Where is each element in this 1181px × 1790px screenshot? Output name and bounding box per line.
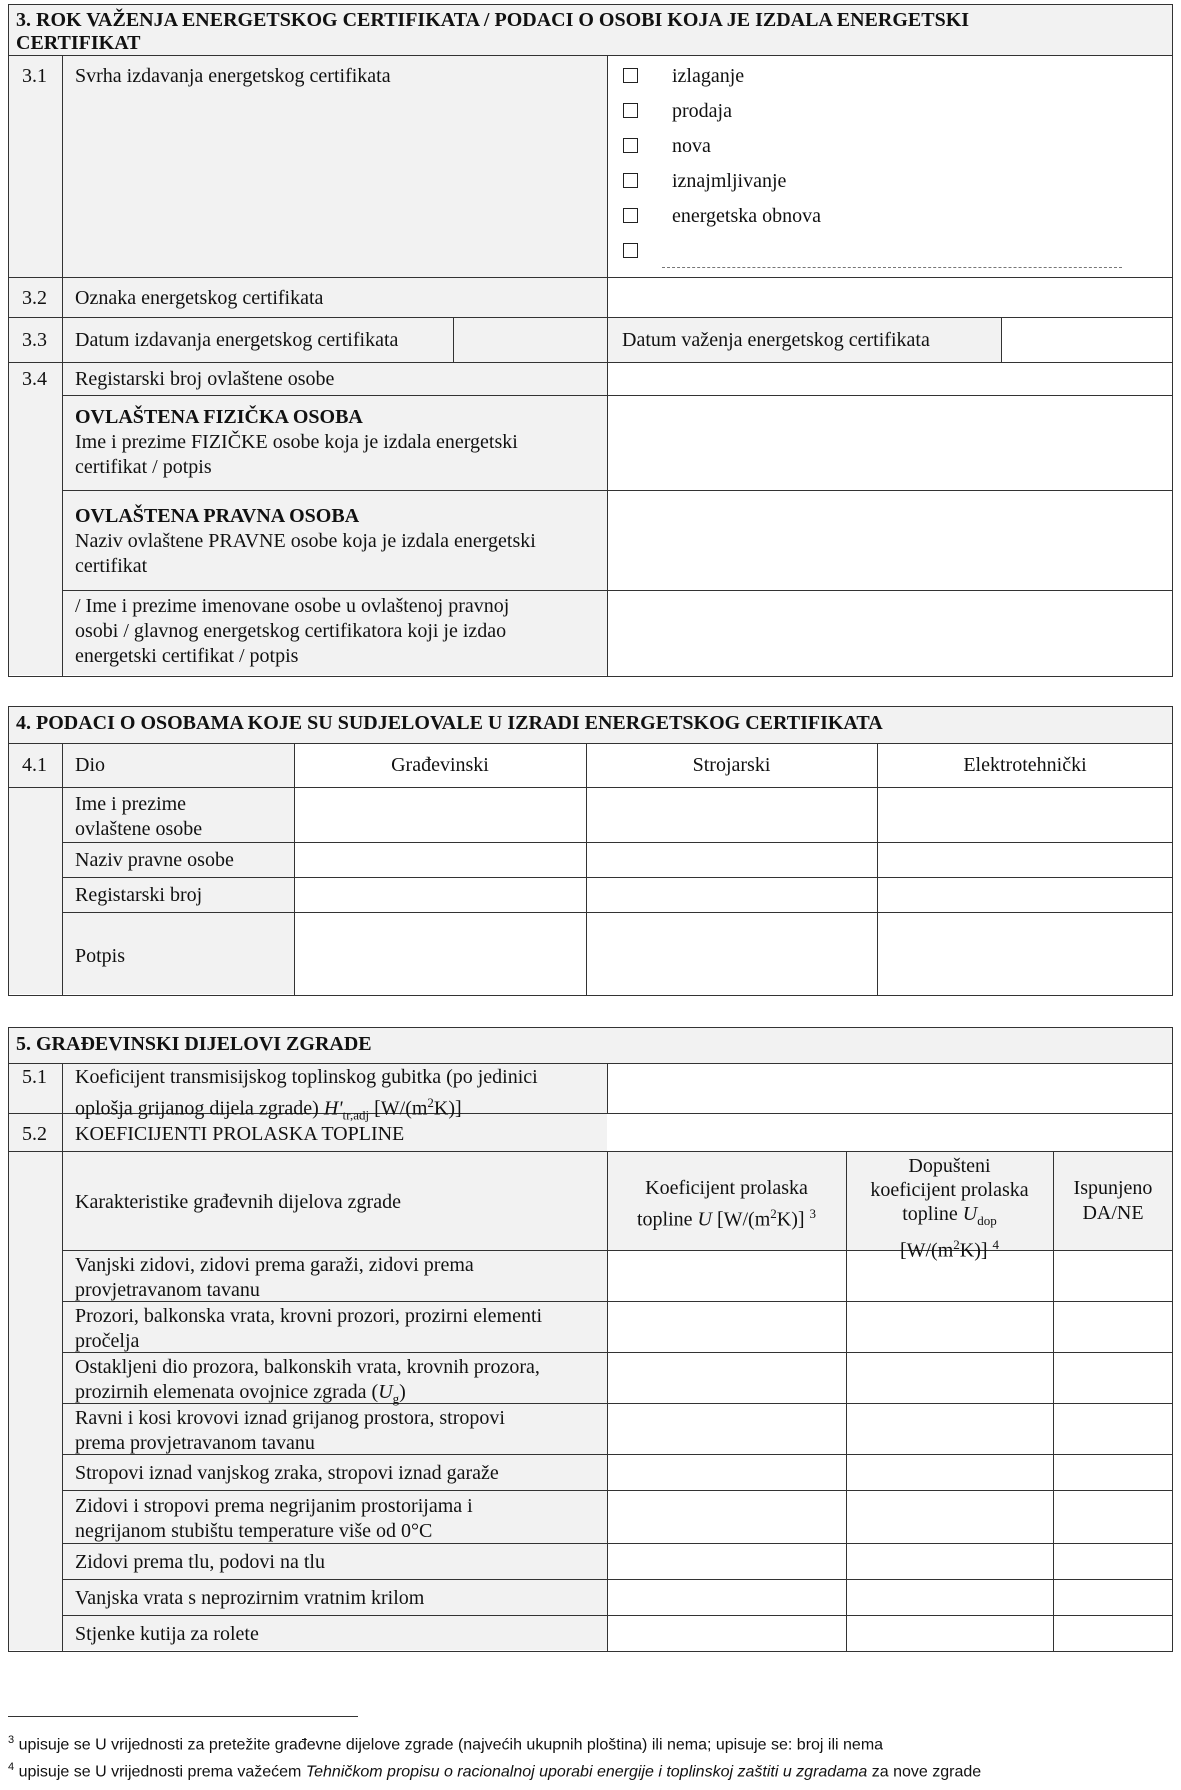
header-ispunjeno [1053,1176,1173,1226]
footnote-4-number: 4 [8,1761,15,1773]
row-5-2-number: 5.2 [22,1123,47,1145]
footnote-separator [8,1716,358,1717]
row-3-2-number: 3.2 [22,287,47,309]
header-dop-line [846,1202,1053,1233]
row-naziv-pravne-osobe: Naziv pravne osobe [75,849,234,871]
section-4-title: 4. PODACI O OSOBAMA KOJE SU SUDJELOVALE U IZRADI ENERGETSKOG CERTIFIKATA [16,712,883,734]
item-ostakljeni: Ostakljeni dio prozora, balkonskih vrata, krovnih prozora, [75,1356,540,1378]
header-dopusteni-u [846,1154,1053,1263]
footnote-4-text: upisuje se U vrijednosti prema važećem [18,1763,306,1781]
checkbox-iznajmljivanje[interactable] [623,173,638,188]
header-dop-unit: [W/(m [899,1239,954,1262]
header-dop-text: topline [902,1203,963,1225]
row-3-4-number: 3.4 [22,368,47,390]
footnote-ref-3: 3 [809,1206,817,1221]
header-u-var: U [697,1208,712,1231]
row-3-4-label: Registarski broj ovlaštene osobe [75,368,335,390]
header-u-line [607,1201,846,1233]
row-5-1-sub: tr,adj [342,1107,370,1123]
header-u-text: topline [636,1208,698,1231]
footnote-3 [8,1734,883,1754]
header-u-sup: 2 [770,1206,777,1221]
item-vanjski-zidovi-cont: provjetravanom tavanu [75,1279,260,1301]
pravna-osoba-text: Naziv ovlaštene PRAVNE osobe koja je izdala energetski [75,530,536,552]
header-dop-line: Dopušteni [908,1155,991,1177]
row-registarski-broj: Registarski broj [75,884,203,906]
item-zidovi-negrijani: Zidovi i stropovi prema negrijanim prostorijama i [75,1495,473,1517]
header-dop-unit-end: K)] [959,1239,988,1262]
row-5-1-text: oplošja grijanog dijela zgrade) [75,1097,324,1120]
row-5-1-number: 5.1 [22,1066,47,1088]
item-ostakljeni-sub: g [392,1391,400,1406]
option-label: iznajmljivanje [672,170,787,192]
header-u-unit: [W/(m [711,1208,771,1231]
header-dop-sub: dop [977,1213,997,1228]
option-label: energetska obnova [672,205,822,227]
header-dop-line: koeficijent prolaska [870,1179,1029,1201]
column-dio: Dio [75,754,105,776]
column-strojarski: Strojarski [692,754,771,776]
item-prozori-cont: pročelja [75,1330,140,1352]
header-u-unit-end: K)] [776,1208,805,1231]
item-stropovi: Stropovi iznad vanjskog zraka, stropovi iznad garaže [75,1462,499,1484]
item-ostakljeni-text: prozirnih elemenata ovojnice zgrada ( [75,1381,379,1403]
imenovana-osoba-text: energetski certifikat / potpis [75,645,299,667]
row-3-2-label: Oznaka energetskog certifikata [75,287,324,309]
fizicka-osoba-text: certifikat / potpis [75,456,212,478]
item-ravni-krovovi-cont: prema provjetravanom tavanu [75,1432,315,1454]
item-ostakljeni-tail: ) [399,1381,406,1403]
item-ravni-krovovi: Ravni i kosi krovovi iznad grijanog prostora, stropovi [75,1407,505,1429]
row-ime-prezime: Ime i prezime [75,793,187,815]
fizicka-osoba-title: OVLAŠTENA FIZIČKA OSOBA [75,406,363,428]
checkbox-izlaganje[interactable] [623,68,638,83]
option-label: nova [672,135,711,157]
imenovana-osoba-text: / Ime i prezime imenovane osobe u ovlaštenoj pravnoj [75,595,510,617]
checkbox-other[interactable] [623,243,638,258]
fizicka-osoba-text: Ime i prezime FIZIČKE osobe koja je izdala energetski [75,431,518,453]
section-3-title-cont: CERTIFIKAT [16,32,141,54]
header-koeficijent-u [607,1176,846,1233]
section-5-title: 5. GRAĐEVINSKI DIJELOVI ZGRADE [16,1033,372,1055]
row-5-2-label: KOEFICIJENTI PROLASKA TOPLINE [75,1123,405,1145]
header-karakteristike: Karakteristike građevnih dijelova zgrade [75,1191,401,1213]
header-isp-line: DA/NE [1082,1202,1144,1224]
footnote-3-number: 3 [8,1734,15,1746]
footnote-ref-4: 4 [992,1237,1000,1252]
row-3-3-validity-label: Datum važenja energetskog certifikata [622,329,930,351]
item-vanjski-zidovi: Vanjski zidovi, zidovi prema garaži, zidovi prema [75,1254,474,1276]
row-3-3-label: Datum izdavanja energetskog certifikata [75,329,399,351]
item-zidovi-tlo: Zidovi prema tlu, podovi na tlu [75,1551,325,1573]
row-4-1-number: 4.1 [22,754,47,776]
section-3-title: 3. ROK VAŽENJA ENERGETSKOG CERTIFIKATA / PODACI O OSOBI KOJA JE IZDALA ENERGETSKI [16,9,970,31]
item-vanjska-vrata: Vanjska vrata s neprozirnim vratnim krilom [75,1587,425,1609]
footnote-3-text: upisuje se U vrijednosti za pretežite građevne dijelove zgrade (najvećih ukupnih ploština) ili nema; upisuje se: broj ili nema [18,1736,884,1754]
column-gradjevinski: Građevinski [391,754,489,776]
row-3-1-number: 3.1 [22,65,47,87]
item-prozori: Prozori, balkonska vrata, krovni prozori, prozirni elementi [75,1305,543,1327]
row-5-1-label: Koeficijent transmisijskog toplinskog gubitka (po jedinici [75,1066,538,1088]
column-elektrotehnicki: Elektrotehnički [963,754,1087,776]
header-dop-sup: 2 [953,1237,960,1252]
footnote-4-text-end: za nove zgrade [867,1763,982,1781]
header-dop-var: U [962,1203,978,1225]
pravna-osoba-title: OVLAŠTENA PRAVNA OSOBA [75,505,360,527]
row-ime-prezime-cont: ovlaštene osobe [75,818,203,840]
row-5-1-sup: 2 [427,1095,434,1110]
checkbox-nova[interactable] [623,138,638,153]
checkbox-energetska-obnova[interactable] [623,208,638,223]
imenovana-osoba-text: osobi / glavnog energetskog certifikatora koji je izdao [75,620,507,642]
row-5-1-var: H' [323,1097,343,1120]
row-3-3-number: 3.3 [22,329,47,351]
option-label: prodaja [672,100,732,122]
row-potpis: Potpis [75,945,126,967]
header-u-line: Koeficijent prolaska [645,1177,808,1199]
item-ostakljeni-var: U [378,1381,393,1403]
header-isp-line: Ispunjeno [1073,1177,1153,1199]
footnote-4-italic: Tehničkom propisu o racionalnoj uporabi energije i toplinskoj zaštiti u zgradama [305,1763,868,1781]
row-5-1-unit-end: K)] [433,1097,462,1120]
checkbox-prodaja[interactable] [623,103,638,118]
footnote-4 [8,1761,981,1781]
item-zidovi-negrijani-cont: negrijanom stubištu temperature više od 0°C [75,1520,433,1542]
other-option-line[interactable] [662,267,1122,268]
option-label: izlaganje [672,65,745,87]
row-5-1-unit: [W/(m [369,1097,428,1120]
pravna-osoba-text: certifikat [75,555,148,577]
item-kutije-rolete: Stjenke kutija za rolete [75,1623,259,1645]
row-3-1-label: Svrha izdavanja energetskog certifikata [75,65,391,87]
header-dop-line [846,1233,1053,1263]
